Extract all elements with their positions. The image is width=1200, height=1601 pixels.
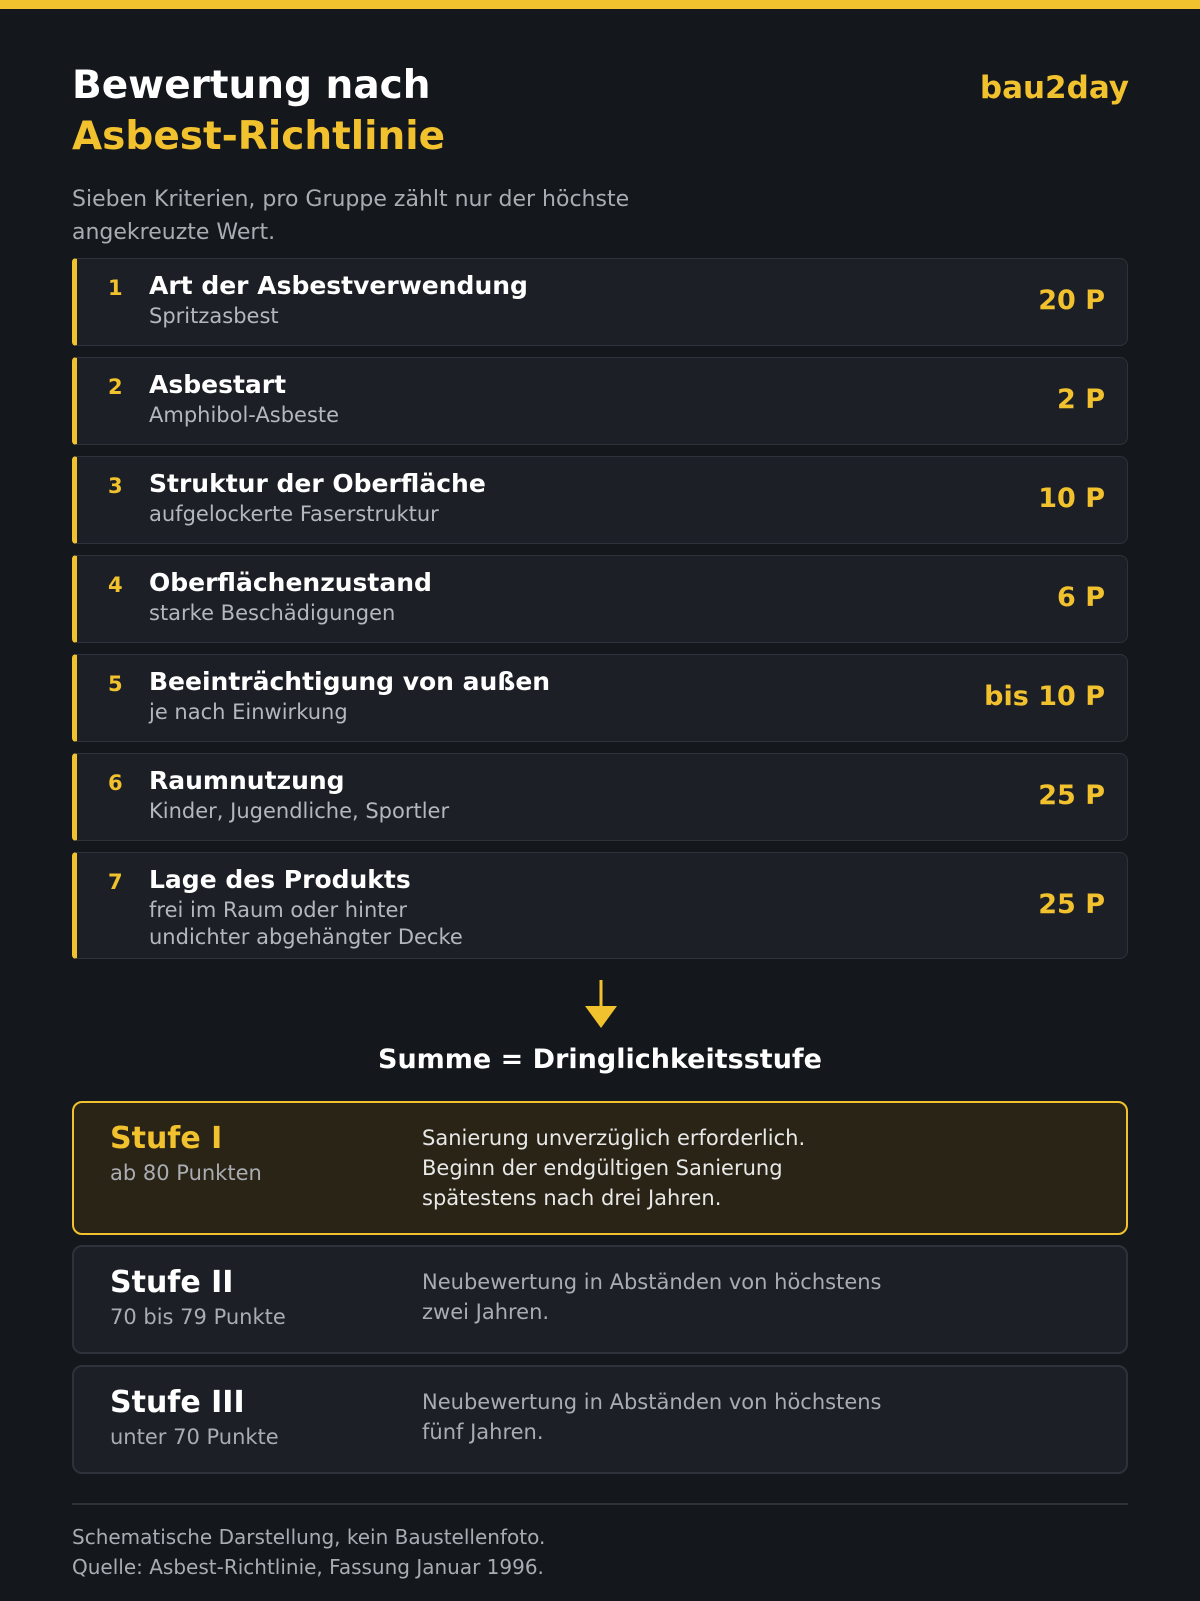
criterion-number: 3 <box>108 474 123 498</box>
criterion-name: Struktur der Oberfläche <box>149 469 486 498</box>
level-card-3 <box>72 1365 1128 1474</box>
criterion-detail: aufgelockerte Faserstruktur <box>149 502 439 526</box>
criterion-name: Oberflächenzustand <box>149 568 432 597</box>
page-title-line1: Bewertung nach <box>72 63 431 108</box>
criterion-card-4 <box>72 555 1128 643</box>
criterion-points: 2 P <box>1057 384 1105 415</box>
level-range: ab 80 Punkten <box>110 1161 262 1185</box>
criterion-number: 4 <box>108 573 123 597</box>
criterion-name: Lage des Produkts <box>149 865 411 894</box>
criterion-points: 20 P <box>1038 285 1105 316</box>
criterion-points: 25 P <box>1038 889 1105 920</box>
footer-note: Schematische Darstellung, kein Baustellenfoto. <box>72 1525 546 1549</box>
criterion-detail: frei im Raum oder hinter undichter abgehängter Decke <box>149 898 463 949</box>
level-description: Sanierung unverzüglich erforderlich. Beginn der endgültigen Sanierung spätestens nach drei Jahren. <box>422 1126 806 1210</box>
criterion-points: 6 P <box>1057 582 1105 613</box>
level-description: Neubewertung in Abständen von höchstens zwei Jahren. <box>422 1270 882 1324</box>
criterion-name: Raumnutzung <box>149 766 345 795</box>
criterion-number: 1 <box>108 276 123 300</box>
criterion-points: bis 10 P <box>984 681 1105 712</box>
criterion-card-5 <box>72 654 1128 742</box>
level-name: Stufe II <box>110 1265 234 1300</box>
top-accent-bar <box>0 0 1200 9</box>
criterion-number: 6 <box>108 771 123 795</box>
criterion-number: 5 <box>108 672 123 696</box>
criterion-number: 2 <box>108 375 123 399</box>
criterion-points: 10 P <box>1038 483 1105 514</box>
criterion-name: Beeinträchtigung von außen <box>149 667 551 696</box>
criterion-card-6 <box>72 753 1128 841</box>
level-card-1 <box>72 1101 1128 1235</box>
footer-divider <box>72 1503 1128 1505</box>
level-name: Stufe III <box>110 1385 245 1420</box>
footer-source: Quelle: Asbest-Richtlinie, Fassung Januar 1996. <box>72 1555 544 1579</box>
brand-logo: bau2day <box>979 70 1129 106</box>
page-subtitle: Sieben Kriterien, pro Gruppe zählt nur der höchste angekreuzte Wert. <box>72 187 630 245</box>
criterion-detail: Spritzasbest <box>149 304 279 328</box>
criterion-detail: Amphibol-Asbeste <box>149 403 340 427</box>
criterion-detail: Kinder, Jugendliche, Sportler <box>149 799 450 823</box>
criterion-name: Art der Asbestverwendung <box>149 271 528 300</box>
footer-notes <box>72 1522 545 1582</box>
criterion-name: Asbestart <box>149 370 287 399</box>
criterion-card-1 <box>72 258 1128 346</box>
criterion-card-3 <box>72 456 1128 544</box>
level-range: 70 bis 79 Punkte <box>110 1305 286 1329</box>
level-name: Stufe I <box>110 1121 223 1156</box>
criterion-detail: starke Beschädigungen <box>149 601 396 625</box>
criterion-number: 7 <box>108 870 123 894</box>
criterion-detail: je nach Einwirkung <box>149 700 348 724</box>
level-description: Neubewertung in Abständen von höchstens fünf Jahren. <box>422 1390 882 1444</box>
level-range: unter 70 Punkte <box>110 1425 279 1449</box>
page-title-line2: Asbest-Richtlinie <box>72 114 446 159</box>
criterion-card-7 <box>72 852 1128 959</box>
level-card-2 <box>72 1245 1128 1354</box>
criterion-points: 25 P <box>1038 780 1105 811</box>
criterion-card-2 <box>72 357 1128 445</box>
sum-heading: Summe = Dringlichkeitsstufe <box>378 1044 822 1075</box>
arrow-down-icon <box>583 978 619 1028</box>
